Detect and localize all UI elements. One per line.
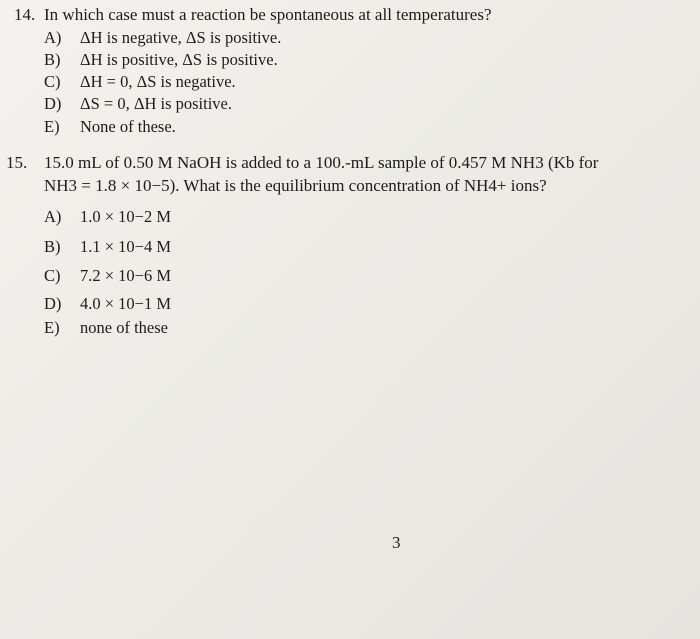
question-text-line1: 15.0 mL of 0.50 M NaOH is added to a 100.-mL sample of 0.457 M NH3 (Kb for [44, 153, 599, 172]
option-text: 4.0 × 10−1 M [80, 294, 172, 313]
option-label: E) [44, 117, 60, 136]
option-text: ΔH is positive, ΔS is positive. [80, 50, 278, 69]
option-label: A) [44, 207, 62, 226]
option-label: B) [44, 237, 61, 256]
option-text: ΔH = 0, ΔS is negative. [80, 72, 236, 91]
option-text: ΔS = 0, ΔH is positive. [80, 94, 232, 113]
option-label: B) [44, 50, 61, 69]
option-text: none of these [80, 318, 168, 337]
option-label: A) [44, 28, 62, 47]
option-text: 7.2 × 10−6 M [80, 266, 172, 285]
option-label: C) [44, 72, 61, 91]
question-text-line2: NH3 = 1.8 × 10−5). What is the equilibrium concentration of NH4+ ions? [44, 176, 547, 195]
option-c [44, 266, 171, 286]
option-d [44, 94, 232, 114]
page-number: 3 [392, 533, 401, 552]
option-label: D) [44, 294, 62, 313]
option-e [44, 318, 168, 338]
option-label: C) [44, 266, 61, 285]
option-b [44, 237, 171, 257]
option-text: 1.1 × 10−4 M [80, 237, 172, 256]
option-a [44, 207, 171, 227]
option-a [44, 28, 281, 48]
option-b [44, 50, 278, 70]
option-text: 1.0 × 10−2 M [80, 207, 172, 226]
option-c [44, 72, 236, 92]
option-d [44, 294, 171, 314]
option-label: D) [44, 94, 62, 113]
option-label: E) [44, 318, 60, 337]
option-text: ΔH is negative, ΔS is positive. [80, 28, 282, 47]
question-text: In which case must a reaction be spontaneous at all temperatures? [44, 5, 492, 24]
question-number: 14. [14, 5, 36, 24]
option-e [44, 117, 176, 137]
question-number: 15. [6, 153, 28, 172]
option-text: None of these. [80, 117, 176, 136]
